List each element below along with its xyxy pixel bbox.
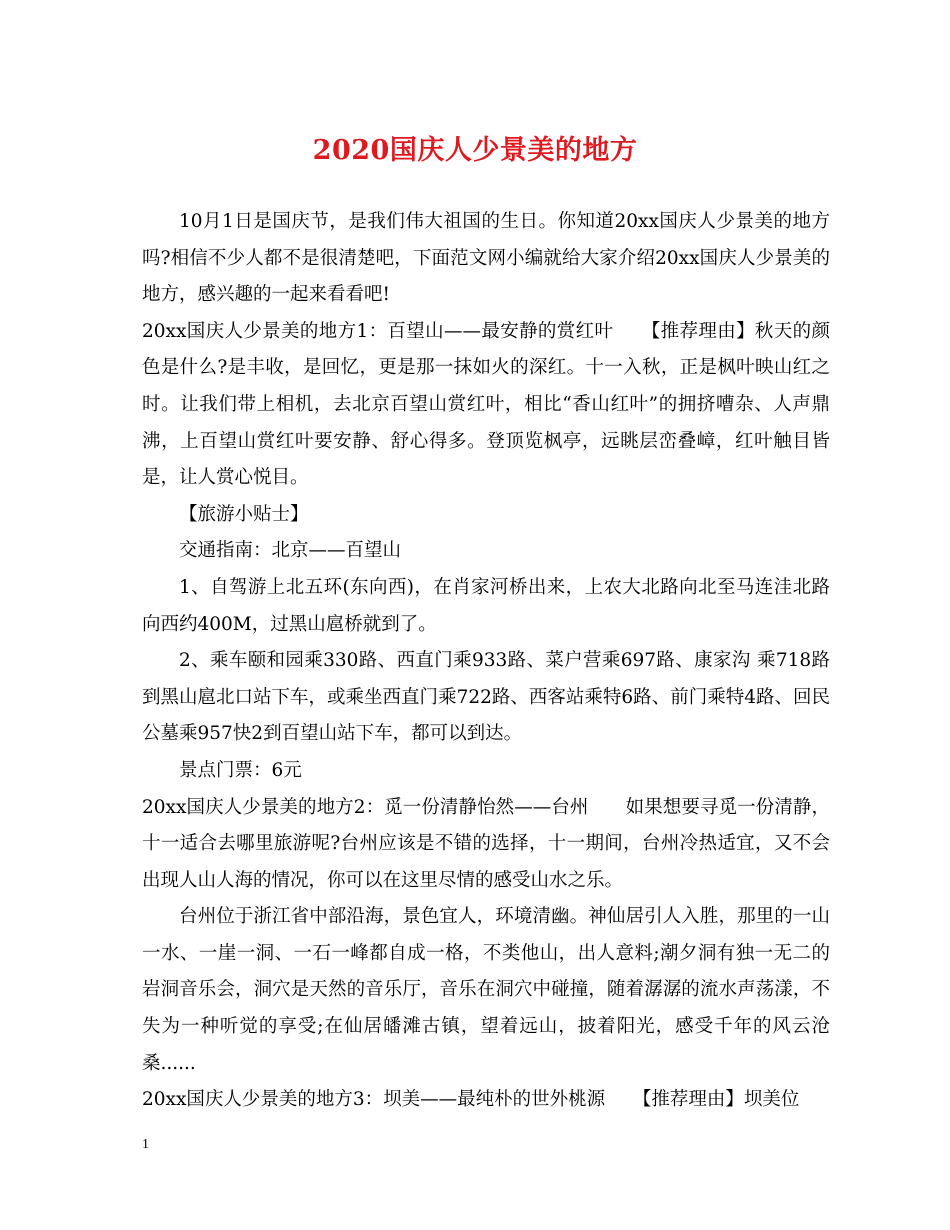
document-body <box>142 204 830 1119</box>
intro-paragraph: 10月1日是国庆节，是我们伟大祖国的生日。你知道20xx国庆人少景美的地方吗?相信不少人都不是很清楚吧，下面范文网小编就给大家介绍20xx国庆人少景美的地方，感兴趣的一起来看看吧! <box>142 211 830 306</box>
travel-tips-heading: 【旅游小贴士】 <box>179 503 309 525</box>
section-1-paragraph: 20xx国庆人少景美的地方1：百望山——最安静的赏红叶 【推荐理由】秋天的颜色是什么?是丰收，是回忆，更是那一抹如火的深红。十一入秋，正是枫叶映山红之时。让我们带上相机，去北京百望山赏红叶，相比“香山红叶”的拥挤嘈杂、人声鼎沸，上百望山赏红叶要安静、舒心得多。登顶览枫亭，远眺层峦叠嶂，红叶触目皆是，让人赏心悦目。 <box>142 320 830 489</box>
self-drive-paragraph: 1、自驾游上北五环(东向西)，在肖家河桥出来，上农大北路向北至马连洼北路向西约400M，过黑山扈桥就到了。 <box>142 576 830 635</box>
section-2-paragraph: 20xx国庆人少景美的地方2：觅一份清静怡然——台州 如果想要寻觅一份清静，十一适合去哪里旅游呢?台州应该是不错的选择，十一期间，台州冷热适宜，又不会出现人山人海的情况，你可以在这里尽情的感受山水之乐。 <box>142 796 830 891</box>
section-3-paragraph: 20xx国庆人少景美的地方3：坝美——最纯朴的世外桃源 【推荐理由】坝美位 <box>142 1089 800 1111</box>
transport-guide-heading: 交通指南：北京——百望山 <box>179 540 402 562</box>
bus-route-paragraph: 2、乘车颐和园乘330路、西直门乘933路、菜户营乘697路、康家沟 乘718路到黑山扈北口站下车，或乘坐西直门乘722路、西客站乘特6路、前门乘特4路、回民公墓乘957快2到百望山站下车，都可以到达。 <box>142 650 830 745</box>
document-title: 2020国庆人少景美的地方 <box>312 135 638 166</box>
ticket-price-paragraph: 景点门票：6元 <box>179 759 302 781</box>
taizhou-description-paragraph: 台州位于浙江省中部沿海，景色宜人，环境清幽。神仙居引人入胜，那里的一山一水、一崖一洞、一石一峰都自成一格，不类他山，出人意料;潮夕洞有独一无二的岩洞音乐会，洞穴是天然的音乐厅，音乐在洞穴中碰撞，随着潺潺的流水声荡漾，不失为一种听觉的享受;在仙居皤滩古镇，望着远山，披着阳光，感受千年的风云沧桑...... <box>142 906 830 1074</box>
page-number: 1 <box>142 1137 149 1152</box>
